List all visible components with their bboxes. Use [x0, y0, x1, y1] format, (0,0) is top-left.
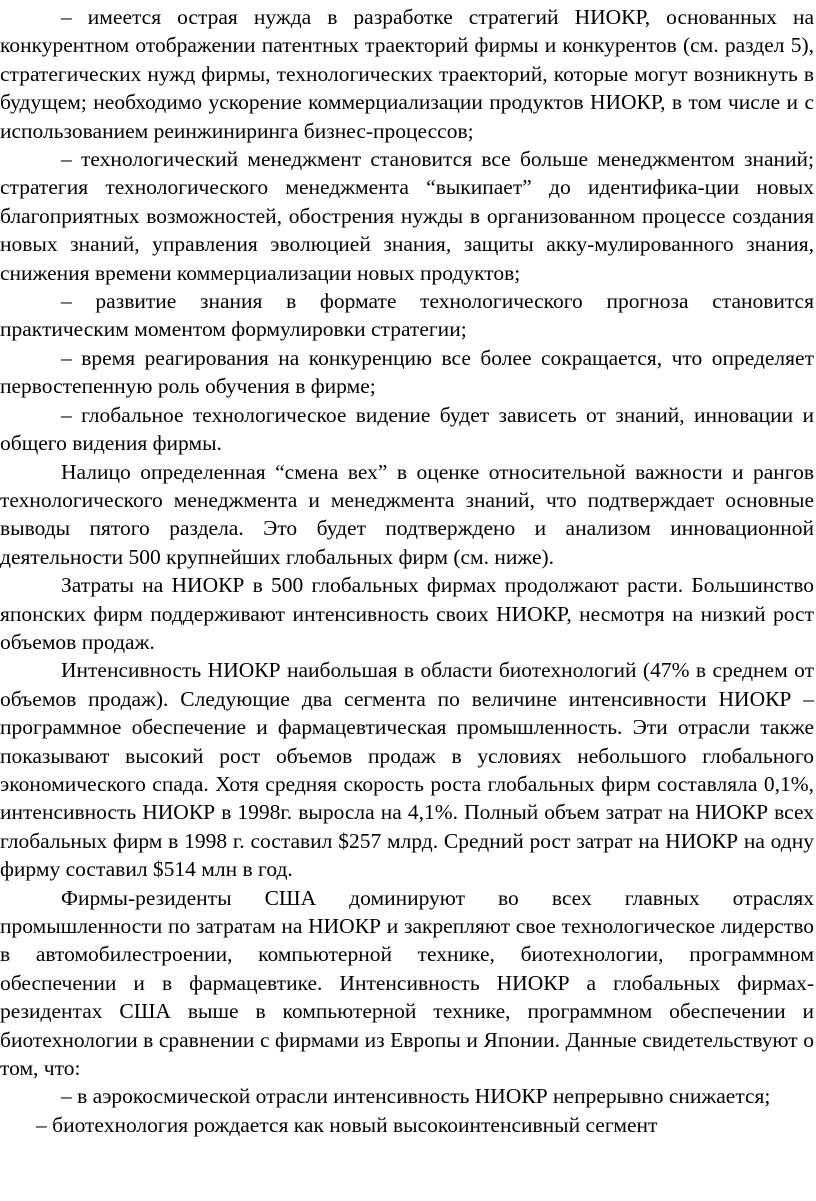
bullet-response-time: – время реагирования на конкуренцию все более сокращается, что определяет первостепенную роль обучения в фирме;	[0, 345, 814, 399]
bullet-global-vision: – глобальное технологическое видение будет зависеть от знаний, инновации и общего видения фирмы.	[0, 402, 814, 456]
paragraph-change-of-milestones: Налицо определенная “смена вех” в оценке относительной важности и рангов технологического менеджмента и менеджмента знаний, что подтверждает основные выводы пятого раздела. Это будет подтверждено и анализом инновационной деятельности 500 крупнейших глобальных фирм (см. ниже).	[0, 459, 814, 569]
paragraph-rnd-costs: Затраты на НИОКР в 500 глобальных фирмах продолжают расти. Большинство японских фирм поддерживают интенсивность своих НИОКР, несмотря на низкий рост объемов продаж.	[0, 573, 814, 654]
bullet-biotechnology: – биотехнология рождается как новый высокоинтенсивный сегмент	[36, 1112, 658, 1137]
bullet-rnd-strategy: – имеется острая нужда в разработке стратегий НИОКР, основанных на конкурентном отображении патентных траекторий фирмы и конкурентов (см. раздел 5), стратегических нужд фирмы, технологических траекторий, которые могут возникнуть в будущем; необходимо ускорение коммерциализации продуктов НИОКР, в том числе и с использованием реинжиниринга бизнес-процессов;	[0, 5, 814, 143]
bullet-technology-forecast: – развитие знания в формате технологического прогноза становится практическим моментом формулировки стратегии;	[0, 289, 814, 342]
bullet-aerospace: – в аэрокосмической отрасли интенсивность НИОКР непрерывно снижается;	[61, 1084, 771, 1109]
paragraph-us-firms: Фирмы-резиденты США доминируют во всех главных отраслях промышленности по затратам на НИОКР и закрепляют свое технологическое лидерство в автомобилестроении, компьютерной технике, биотехнологии, программном обеспечении и в фармацевтике. Интенсивность НИОКР а глобальных фирмах-резидентах США выше в компьютерной технике, программном обеспечении и биотехнологии в сравнении с фирмами из Европы и Японии. Данные свидетельствуют о том, что:	[0, 885, 814, 1081]
paragraph-rnd-intensity: Интенсивность НИОКР наибольшая в области биотехнологий (47% в среднем от объемов продаж). Следующие два сегмента по величине интенсивности НИОКР – программное обеспечение и фармацевтическая промышленность. Эти отрасли также показывают высокий рост объемов продаж в условиях небольшого глобального экономического спада. Хотя средняя скорость роста глобальных фирм составляла 0,1%, интенсивность НИОКР в 1998г. выросла на 4,1%. Полный объем затрат на НИОКР всех глобальных фирм в 1998 г. составил $257 млрд. Средний рост затрат на НИОКР на одну фирму составил $514 млн в год.	[0, 658, 814, 882]
bullet-knowledge-management: – технологический менеджмент становится все больше менеджментом знаний; стратегия технологического менеджмента “выкипает” до идентифика-ции новых благоприятных возможностей, обострения нужды в организованном процессе создания новых знаний, управления эволюцией знания, защиты акку-мулированного знания, снижения времени коммерциализации новых продуктов;	[0, 147, 814, 285]
